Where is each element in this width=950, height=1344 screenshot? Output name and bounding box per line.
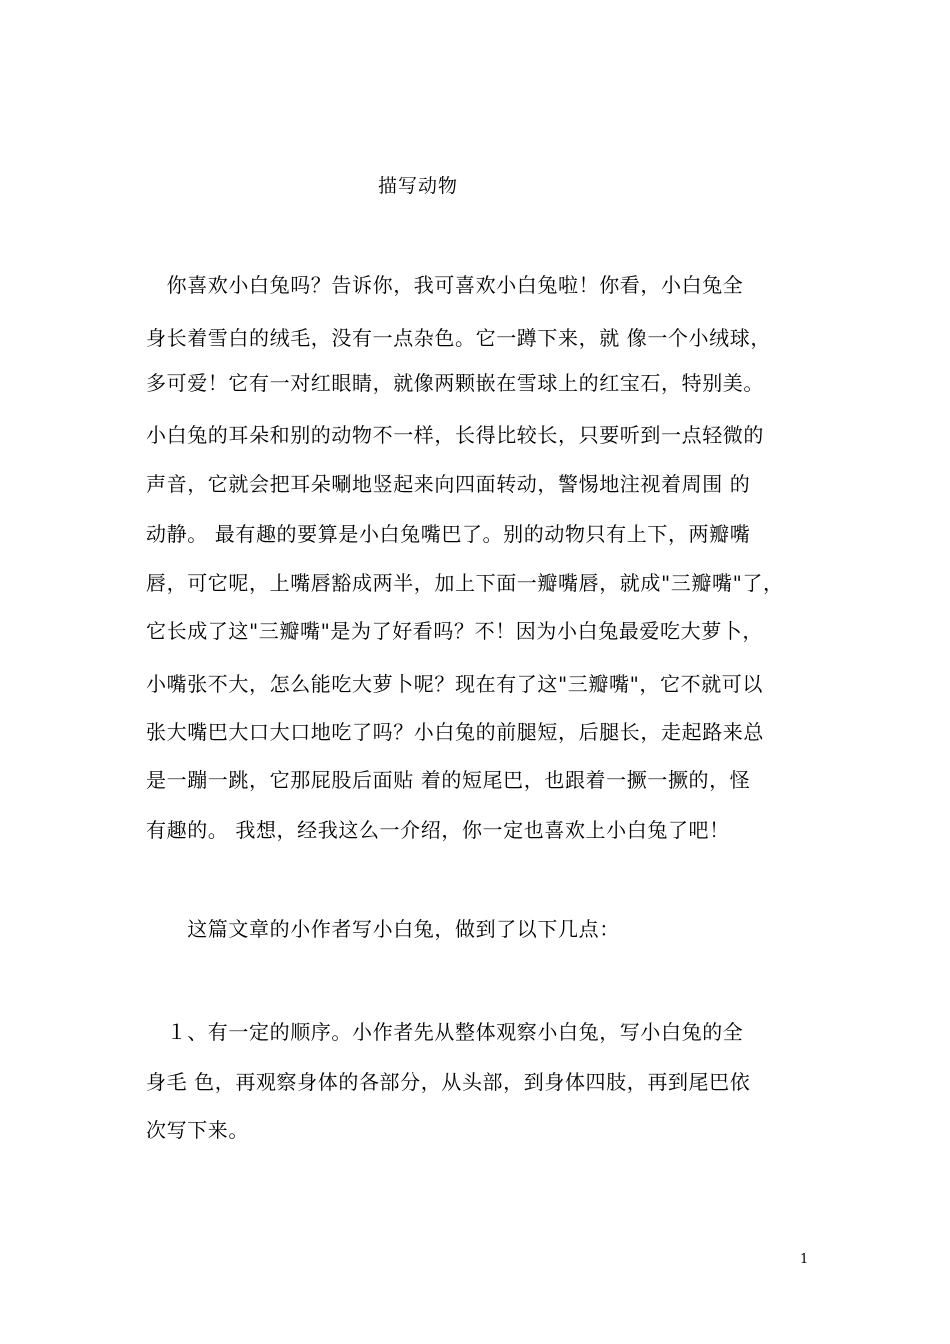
paragraph-line: １、有一定的顺序。小作者先从整体观察小白兔，写小白兔的全 [146,1020,744,1044]
paragraph-line: 多可爱！它有一对红眼睛，就像两颗嵌在雪球上的红宝石，特别美。 [146,371,764,395]
paragraph-line: 有趣的。 我想，经我这么一介绍，你一定也喜欢上小白兔了吧！ [146,818,730,842]
paragraph-line: 张大嘴巴大口大口地吃了吗？小白兔的前腿短，后腿长，走起路来总 [146,720,764,744]
paragraph-line: 小白兔的耳朵和别的动物不一样，长得比较长，只要听到一点轻微的 [146,423,764,447]
paragraph-line: 次写下来。 [146,1118,249,1142]
paragraph-line: 小嘴张不大，怎么能吃大萝卜呢？现在有了这"三瓣嘴"，它不就可以 [146,672,763,696]
page-number: 1 [800,1252,809,1267]
paragraph-line: 身长着雪白的绒毛，没有一点杂色。它一蹲下来，就 像一个小绒球， [146,326,771,350]
paragraph-line: 它长成了这"三瓣嘴"是为了好看吗？不！因为小白兔最爱吃大萝卜， [146,619,763,643]
paragraph-summary-intro: 这篇文章的小作者写小白兔，做到了以下几点： [146,917,620,941]
paragraph-line: 动静。 最有趣的要算是小白兔嘴巴了。别的动物只有上下，两瓣嘴 [146,522,751,546]
paragraph-line: 唇，可它呢，上嘴唇豁成两半，加上下面一瓣嘴唇，就成"三瓣嘴"了， [146,571,784,595]
paragraph-line: 你喜欢小白兔吗？告诉你，我可喜欢小白兔啦！你看，小白兔全 [146,273,744,297]
paragraph-line: 身毛 色，再观察身体的各部分，从头部，到身体四肢，再到尾巴依 [146,1070,751,1094]
document-title: 描写动物 [378,175,459,197]
paragraph-line: 是一蹦一跳，它那屁股后面贴 着的短尾巴，也跟着一撅一撅的，怪 [146,768,751,792]
paragraph-line: 声音，它就会把耳朵唰地竖起来向四面转动，警惕地注视着周围 的 [146,472,751,496]
